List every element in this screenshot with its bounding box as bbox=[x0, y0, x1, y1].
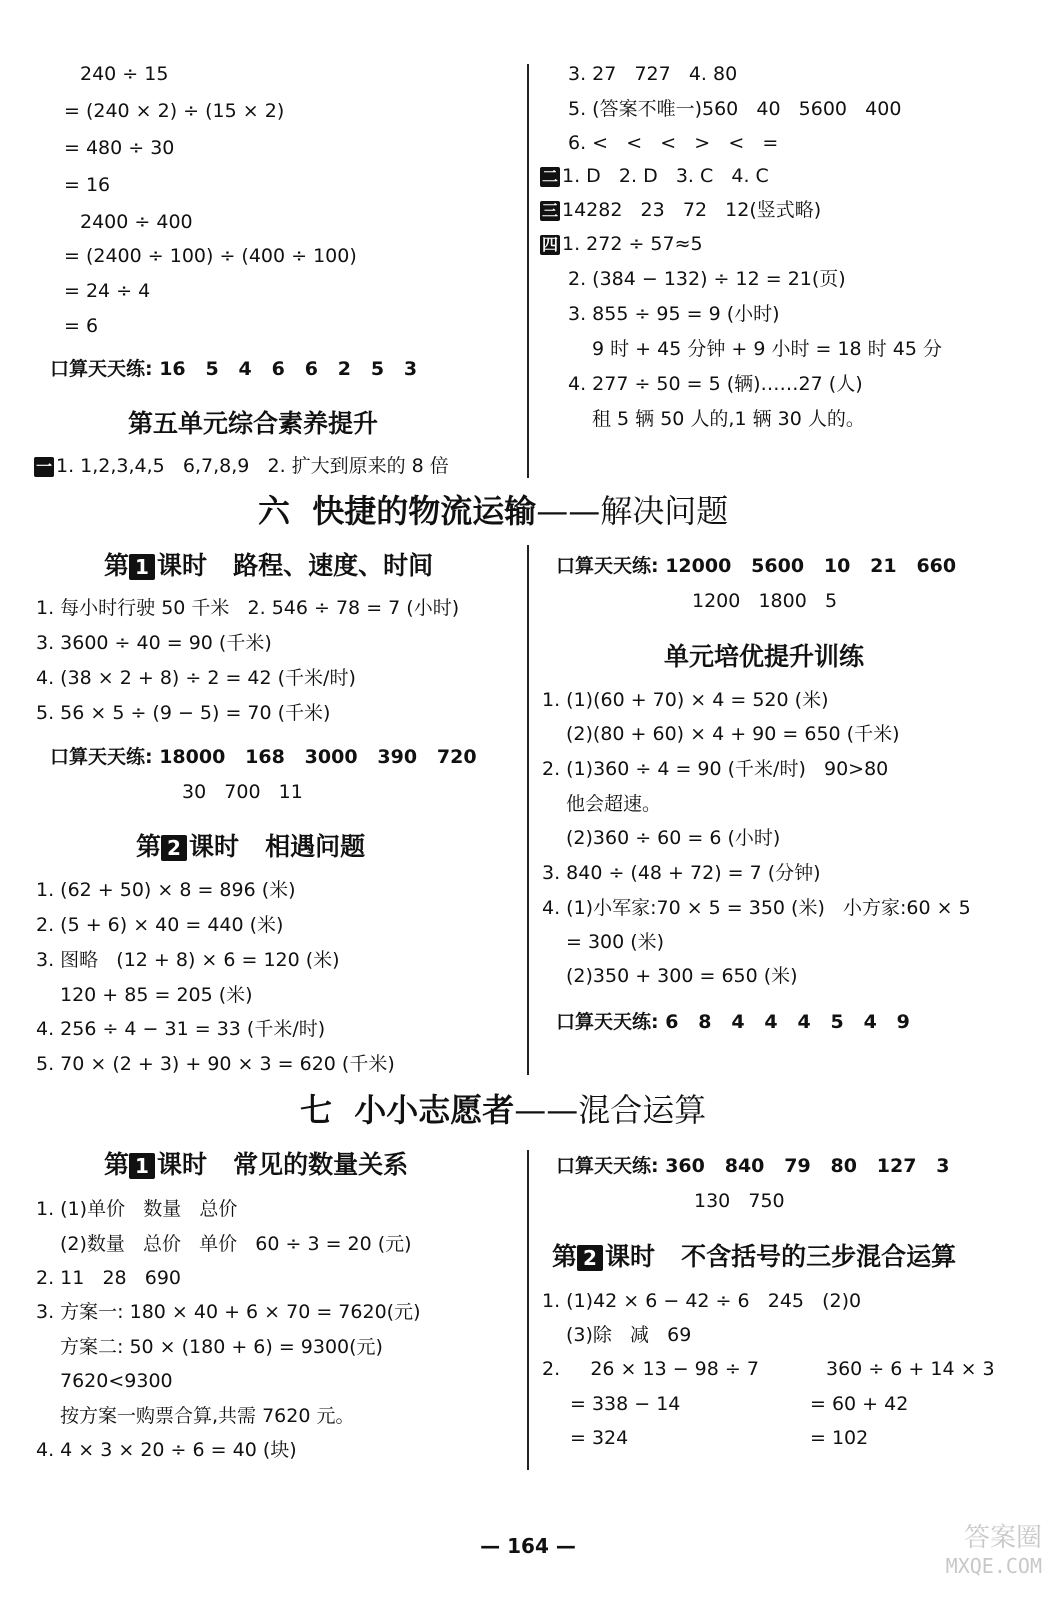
answer-line: 2. (384 − 132) ÷ 12 = 21(页) bbox=[568, 268, 846, 290]
column-divider-ch7 bbox=[527, 1150, 529, 1470]
answer-text: 1. 272 ÷ 57≈5 bbox=[562, 233, 703, 255]
chapter6-title bbox=[258, 492, 728, 530]
answer-line: = 102 bbox=[810, 1427, 869, 1449]
answer-line: 4. 277 ÷ 50 = 5 (辆)……27 (人) bbox=[568, 373, 863, 395]
answer-line: 6. < < < > < = bbox=[568, 132, 779, 154]
oral-practice: 口算天天练: 12000 5600 10 21 660 bbox=[556, 555, 957, 577]
column-divider-top bbox=[527, 64, 529, 478]
lesson2-heading bbox=[136, 832, 365, 862]
lesson-prefix: 第 bbox=[104, 1150, 130, 1179]
answer-line: 3. 27 727 4. 80 bbox=[568, 63, 738, 85]
answer-line: 3. 855 ÷ 95 = 9 (小时) bbox=[568, 303, 780, 325]
watermark-line1: 答案圈 bbox=[963, 1523, 1042, 1553]
answer-line: 3. 840 ÷ (48 + 72) = 7 (分钟) bbox=[542, 862, 821, 884]
answer-line: 9 时 + 45 分钟 + 9 小时 = 18 时 45 分 bbox=[592, 338, 942, 360]
answer-line: 2. (1)360 ÷ 4 = 90 (千米/时) 90>80 bbox=[542, 758, 889, 780]
answer-line: 他会超速。 bbox=[566, 793, 662, 815]
answer-line: (2)360 ÷ 60 = 6 (小时) bbox=[566, 827, 781, 849]
chapter7-title-sub: ——混合运算 bbox=[514, 1091, 707, 1129]
answer-line bbox=[540, 197, 821, 223]
answer-line: 4. (38 × 2 + 8) ÷ 2 = 42 (千米/时) bbox=[36, 667, 356, 689]
answer-line: (2)数量 总价 单价 60 ÷ 3 = 20 (元) bbox=[60, 1233, 412, 1255]
answer-line: 2. 11 28 690 bbox=[36, 1267, 182, 1289]
lesson-number-box: 2 bbox=[577, 1245, 603, 1271]
lesson-number-box: 1 bbox=[129, 1153, 155, 1179]
answer-line: = 60 + 42 bbox=[810, 1393, 909, 1415]
answer-line: 3. 3600 ÷ 40 = 90 (千米) bbox=[36, 632, 272, 654]
unit-training-title: 单元培优提升训练 bbox=[664, 642, 865, 671]
answer-line: 1. (1)42 × 6 − 42 ÷ 6 245 (2)0 bbox=[542, 1290, 862, 1312]
calc-line: = (2400 ÷ 100) ÷ (400 ÷ 100) bbox=[64, 245, 357, 267]
calc-line: = 480 ÷ 30 bbox=[64, 137, 175, 159]
oral-practice-cont: 130 750 bbox=[694, 1190, 785, 1212]
answer-line: 3. 图略 (12 + 8) × 6 = 120 (米) bbox=[36, 949, 340, 971]
lesson-title: 课时 常见的数量关系 bbox=[157, 1150, 409, 1179]
answer-line: 120 + 85 = 205 (米) bbox=[60, 984, 253, 1006]
watermark bbox=[946, 1524, 1042, 1580]
oral-practice-cont: 1200 1800 5 bbox=[692, 590, 838, 612]
oral-practice: 口算天天练: 16 5 4 6 6 2 5 3 bbox=[50, 358, 418, 380]
answer-line: (2)350 + 300 = 650 (米) bbox=[566, 965, 798, 987]
chapter7-title-main: 七 小小志愿者 bbox=[300, 1091, 515, 1129]
answer-line: 按方案一购票合算,共需 7620 元。 bbox=[60, 1405, 355, 1427]
answer-line: 租 5 辆 50 人的,1 辆 30 人的。 bbox=[592, 408, 865, 430]
calc-line: = (240 × 2) ÷ (15 × 2) bbox=[64, 100, 285, 122]
answer-line: = 338 − 14 bbox=[570, 1393, 681, 1415]
answer-line: 4. 256 ÷ 4 − 31 = 33 (千米/时) bbox=[36, 1018, 326, 1040]
lesson2-heading bbox=[552, 1242, 956, 1272]
answer-line: 1. 每小时行驶 50 千米 2. 546 ÷ 78 = 7 (小时) bbox=[36, 597, 460, 619]
answer-line: 7620<9300 bbox=[60, 1370, 173, 1392]
calc-line: = 24 ÷ 4 bbox=[64, 280, 151, 302]
oral-practice: 口算天天练: 360 840 79 80 127 3 bbox=[556, 1155, 950, 1177]
calc-line: = 16 bbox=[64, 174, 111, 196]
answer-text: 14282 23 72 12(竖式略) bbox=[562, 199, 822, 221]
answer-line: 方案二: 50 × (180 + 6) = 9300(元) bbox=[60, 1336, 383, 1358]
answer-line: 1. (1)(60 + 70) × 4 = 520 (米) bbox=[542, 689, 829, 711]
chapter6-title-main: 六 快捷的物流运输 bbox=[258, 492, 537, 530]
unit5-title: 第五单元综合素养提升 bbox=[128, 409, 379, 438]
answer-line: 4. 4 × 3 × 20 ÷ 6 = 40 (块) bbox=[36, 1439, 297, 1461]
lesson1-heading bbox=[104, 1150, 408, 1180]
answer-line: 360 ÷ 6 + 14 × 3 bbox=[826, 1358, 995, 1380]
lesson-number-box: 2 bbox=[161, 835, 187, 861]
unit5-q1 bbox=[34, 453, 449, 479]
calc-line: 240 ÷ 15 bbox=[80, 63, 169, 85]
answer-line: = 324 bbox=[570, 1427, 629, 1449]
oral-practice-cont: 30 700 11 bbox=[182, 781, 303, 803]
section-box: 二 bbox=[541, 166, 558, 186]
chapter6-title-sub: ——解决问题 bbox=[536, 492, 729, 530]
lesson-number-box: 1 bbox=[129, 554, 155, 580]
section-box: 三 bbox=[541, 200, 558, 220]
answer-line: 2. (5 + 6) × 40 = 440 (米) bbox=[36, 914, 284, 936]
answer-line: = 300 (米) bbox=[566, 931, 665, 953]
answer-line: 5. 56 × 5 ÷ (9 − 5) = 70 (千米) bbox=[36, 702, 331, 724]
answer-line: 1. (1)单价 数量 总价 bbox=[36, 1198, 238, 1220]
oral-practice: 口算天天练: 18000 168 3000 390 720 bbox=[50, 746, 477, 768]
answer-line: 1. (62 + 50) × 8 = 896 (米) bbox=[36, 879, 296, 901]
answer-line: 2. 26 × 13 − 98 ÷ 7 bbox=[542, 1358, 759, 1380]
answer-line: (2)(80 + 60) × 4 + 90 = 650 (千米) bbox=[566, 723, 900, 745]
oral-practice: 口算天天练: 6 8 4 4 4 5 4 9 bbox=[556, 1011, 910, 1033]
page-number: — 164 — bbox=[480, 1534, 576, 1558]
lesson-prefix: 第 bbox=[104, 551, 130, 580]
answer-line: 4. (1)小军家:70 × 5 = 350 (米) 小方家:60 × 5 bbox=[542, 897, 971, 919]
answer-line bbox=[540, 163, 769, 189]
answer-line: (3)除 减 69 bbox=[566, 1324, 692, 1346]
unit5-q1-text: 1. 1,2,3,4,5 6,7,8,9 2. 扩大到原来的 8 倍 bbox=[56, 455, 449, 477]
answer-line: 3. 方案一: 180 × 40 + 6 × 70 = 7620(元) bbox=[36, 1301, 421, 1323]
lesson-title: 课时 不含括号的三步混合运算 bbox=[605, 1242, 957, 1271]
lesson-title: 课时 相遇问题 bbox=[189, 832, 366, 861]
answer-line: 5. (答案不唯一)560 40 5600 400 bbox=[568, 98, 902, 120]
lesson-prefix: 第 bbox=[136, 832, 162, 861]
lesson-title: 课时 路程、速度、时间 bbox=[157, 551, 434, 580]
calc-line: 2400 ÷ 400 bbox=[80, 211, 193, 233]
section-box: 四 bbox=[541, 234, 558, 254]
answer-text: 1. D 2. D 3. C 4. C bbox=[562, 165, 769, 187]
answer-line: 5. 70 × (2 + 3) + 90 × 3 = 620 (千米) bbox=[36, 1053, 395, 1075]
lesson1-heading bbox=[104, 551, 433, 581]
lesson-prefix: 第 bbox=[552, 1242, 578, 1271]
answer-line bbox=[540, 231, 703, 257]
chapter7-title bbox=[300, 1091, 706, 1129]
column-divider-ch6 bbox=[527, 545, 529, 1075]
calc-line: = 6 bbox=[64, 315, 99, 337]
watermark-line2: MXQE.COM bbox=[945, 1554, 1042, 1578]
section-box: 一 bbox=[35, 456, 52, 476]
